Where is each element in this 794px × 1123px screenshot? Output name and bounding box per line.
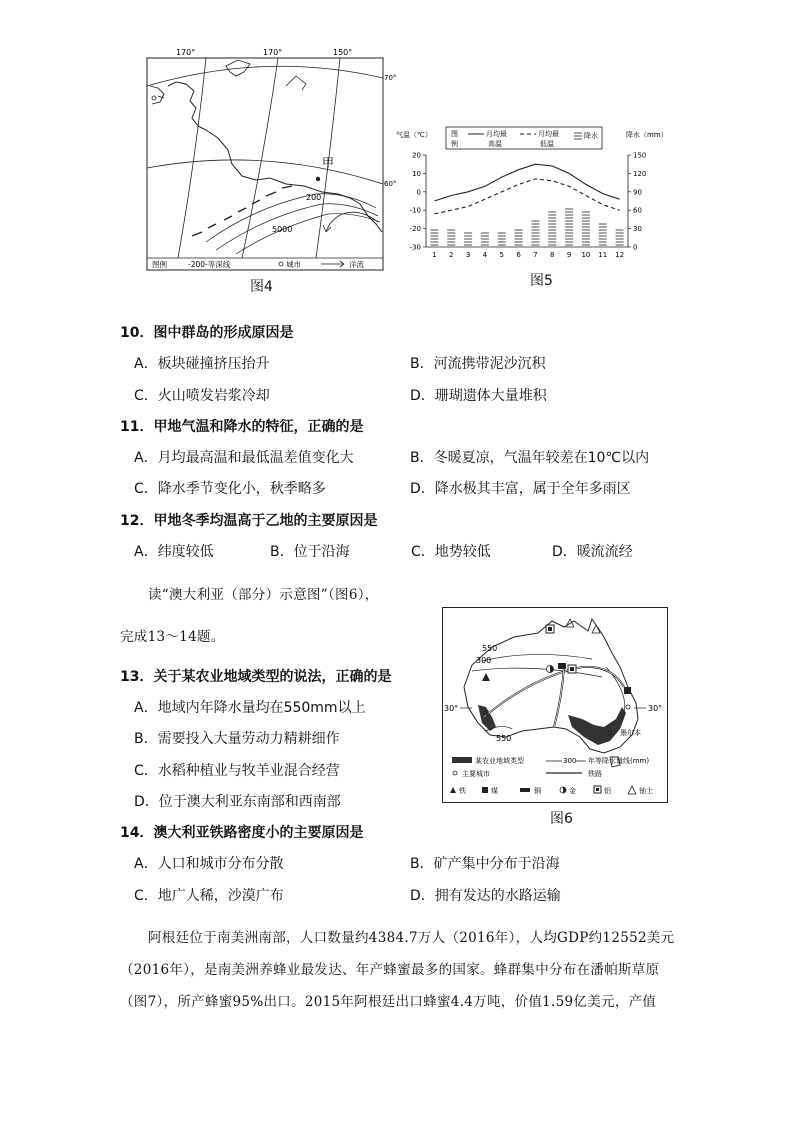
precip-bar	[531, 221, 539, 245]
precip-bar	[599, 224, 607, 245]
legend-iron-symbol	[450, 787, 456, 793]
legend-agri-symbol	[452, 757, 472, 763]
x-tick-label: 10	[581, 251, 591, 259]
legend-coal-symbol	[482, 787, 488, 793]
passage-line-2: （2016年），是南美洲养蜂业最发达、年产蜂蜜最多的国家。蜂群集中分布在潘帕斯草原	[120, 962, 660, 978]
lon-label-1: 170°	[176, 48, 196, 57]
alaska-map-svg	[146, 46, 397, 272]
place-jia: 甲	[322, 156, 335, 170]
legend-uranium-symbol	[628, 786, 636, 794]
left-axis-label: 气温（℃）	[396, 131, 432, 139]
precip-bar	[481, 233, 489, 245]
q12-option-c[interactable]: C．地势较低	[411, 544, 491, 560]
x-tick-label: 2	[449, 251, 454, 259]
legend-rail: 铁路	[588, 770, 602, 778]
legend-isohyet-desc: 年等降水量线(mm)	[588, 757, 650, 765]
q12-option-a[interactable]: A．纬度较低	[134, 544, 214, 560]
q13-option-a[interactable]: A．地域内年降水量均在550mm以上	[134, 700, 366, 716]
left-tick-label: 20	[412, 151, 421, 160]
x-tick-label: 7	[533, 251, 538, 259]
q12-stem: 12．甲地冬季均温高于乙地的主要原因是	[120, 513, 378, 529]
left-tick-label: -30	[409, 243, 421, 252]
q10-option-a[interactable]: A．板块碰撞挤压抬升	[134, 356, 270, 372]
right-tick-label: 120	[633, 169, 647, 178]
contour-line	[236, 214, 380, 254]
q11-option-a[interactable]: A．月均最高温和最低温差值变化大	[134, 450, 354, 466]
right-tick-label: 90	[633, 188, 642, 197]
legend-low-top: 月均最	[538, 130, 559, 138]
precip-bar	[447, 230, 455, 245]
contour-line	[206, 194, 376, 242]
x-tick-label: 9	[566, 251, 572, 259]
figure-4-caption: 图4	[250, 279, 273, 295]
legend-isohyet-value: 300	[563, 757, 577, 765]
isohyet-label-550-north: 550	[482, 644, 498, 653]
q12-option-d[interactable]: D．暖流流经	[552, 544, 633, 560]
legend-iron: 铁	[459, 787, 466, 795]
city-symbol	[626, 705, 630, 709]
right-tick-label: 60	[633, 206, 642, 215]
left-tick-label: 10	[412, 169, 421, 178]
x-tick-label: 5	[499, 251, 504, 259]
lat-label-60: 60°	[384, 180, 397, 188]
city-jia-symbol	[316, 177, 320, 181]
high-temp-line	[434, 164, 619, 201]
mineral-iron-icon	[482, 673, 490, 681]
q11-option-d[interactable]: D．降水极其丰富，属于全年多雨区	[410, 481, 631, 497]
lat-label-70: 70°	[384, 74, 397, 82]
city-symbol	[152, 96, 156, 100]
mineral-coal-icon	[624, 687, 631, 694]
q13-option-d[interactable]: D．位于澳大利亚东南部和西南部	[134, 794, 341, 810]
mineral-copper-icon	[558, 663, 566, 669]
figure-6-caption: 图6	[550, 811, 573, 827]
chart-legend-box	[446, 127, 602, 149]
q14-stem: 14．澳大利亚铁路密度小的主要原因是	[120, 825, 364, 841]
current-arrow	[326, 212, 378, 232]
x-tick-label: 1	[432, 251, 437, 259]
legend-uranium: 铀土	[639, 787, 653, 795]
legend-coal: 煤	[491, 787, 498, 795]
q14-option-a[interactable]: A．人口和城市分布分散	[134, 856, 284, 872]
legend-copper-symbol	[520, 788, 530, 792]
lat-label-30-west: 30°	[444, 704, 459, 713]
legend-agri: 某农业地域类型	[475, 757, 524, 765]
x-tick-label: 6	[516, 251, 521, 259]
q11-option-b[interactable]: B．冬暖夏凉，气温年较差在10℃以内	[410, 450, 650, 466]
isohyet-line	[482, 654, 592, 661]
passage-line-1: 阿根廷位于南美洲南部，人口数量约4384.7万人（2016年），人均GDP约12552美元	[148, 930, 675, 946]
precip-bar	[430, 230, 438, 245]
coastline-siberia	[150, 86, 164, 104]
legend-bauxite-inner	[596, 788, 599, 791]
contour-label-5000: 5000	[272, 225, 293, 234]
legend-city: 城市	[286, 260, 301, 269]
q11-stem: 11．甲地气温和降水的特征，正确的是	[120, 419, 364, 435]
legend-low-bottom: 低温	[540, 140, 554, 148]
left-tick-label: -10	[409, 206, 421, 215]
legend-bauxite: 铝	[604, 787, 611, 795]
x-tick-label: 12	[615, 251, 625, 259]
right-tick-label: 30	[633, 225, 642, 234]
passage-line-3: （图7），所产蜂蜜95%出口。2015年阿根廷出口蜂蜜4.4万吨，价值1.59亿美元，产值	[120, 994, 657, 1010]
agri-region-southeast	[568, 707, 626, 745]
legend-copper: 铜	[534, 787, 541, 795]
legend-high-bottom: 高温	[488, 140, 502, 148]
precip-bar	[464, 233, 472, 245]
precip-bar	[548, 212, 556, 245]
lon-label-3: 150°	[333, 48, 353, 57]
climate-chart-svg	[396, 125, 666, 263]
low-temp-line	[434, 179, 619, 214]
place-melbourne: 墨尔本	[620, 729, 641, 737]
contour-label-200: 200	[306, 193, 322, 202]
q10-option-c[interactable]: C．火山喷发岩浆冷却	[134, 388, 270, 404]
precip-bar	[582, 212, 590, 245]
legend-contour: -200-等深线	[188, 260, 231, 269]
right-tick-label: 0	[633, 243, 638, 252]
lat-label-30-east: 30°	[648, 704, 663, 713]
x-tick-label: 11	[598, 251, 608, 259]
meridian-line	[178, 58, 206, 258]
x-tick-label: 4	[482, 251, 488, 259]
parallel-line	[147, 160, 383, 184]
legend-gold: 金	[569, 787, 576, 795]
figure-5-chart	[396, 125, 666, 263]
q12-option-b[interactable]: B．位于沿海	[270, 544, 350, 560]
q14-option-c[interactable]: C．地广人稀，沙漠广布	[134, 888, 284, 904]
legend-prefix: 图例	[152, 260, 167, 269]
isohyet-label-300: 300	[476, 656, 492, 665]
lon-label-2: 170°	[263, 48, 283, 57]
mineral-uranium-inner	[548, 627, 552, 631]
intro-13-14-line1: 读“澳大利亚（部分）示意图”（图6），	[148, 587, 379, 603]
legend-city-symbol	[453, 771, 457, 775]
q13-option-c[interactable]: C．水稻种植业与牧羊业混合经营	[134, 763, 340, 779]
figure-4-map	[146, 46, 397, 272]
q10-option-d[interactable]: D．珊瑚遗体大量堆积	[410, 388, 547, 404]
x-tick-label: 8	[550, 251, 555, 259]
legend-high-top: 月均最	[486, 130, 507, 138]
intro-13-14-line2: 完成13～14题。	[120, 629, 225, 645]
right-tick-label: 150	[633, 151, 647, 160]
legend-city: 主要城市	[462, 770, 490, 778]
q14-option-d[interactable]: D．拥有发达的水路运输	[410, 888, 561, 904]
isohyet-line	[472, 668, 602, 677]
legend-precip: 降水	[584, 132, 598, 140]
q13-option-b[interactable]: B．需要投入大量劳动力精耕细作	[134, 731, 340, 747]
isohyet-label-550-south: 550	[496, 734, 512, 743]
q10-stem: 10．图中群岛的形成原因是	[120, 325, 294, 341]
precip-bar	[565, 209, 573, 245]
legend-current: 洋流	[349, 260, 364, 269]
figure-5-caption: 图5	[530, 273, 553, 289]
legend-prefix-top: 图	[451, 130, 458, 138]
precip-bar	[515, 230, 523, 245]
q11-option-c[interactable]: C．降水季节变化小，秋季略多	[134, 481, 326, 497]
figure-6-map	[442, 607, 668, 803]
left-tick-label: -20	[409, 225, 421, 234]
railway-line	[554, 667, 564, 727]
legend-city-symbol	[279, 262, 283, 266]
precip-bar	[498, 233, 506, 245]
q14-option-b[interactable]: B．矿产集中分布于沿海	[410, 856, 560, 872]
mineral-uranium-inner	[570, 667, 574, 671]
map-frame	[147, 58, 383, 270]
q10-option-b[interactable]: B．河流携带泥沙沉积	[410, 356, 546, 372]
left-tick-label: 0	[416, 188, 421, 197]
precip-bar	[616, 230, 624, 245]
q13-stem: 13．关于某农业地域类型的说法，正确的是	[120, 669, 392, 685]
legend-prefix-bottom: 例	[451, 140, 458, 148]
right-axis-label: 降水（mm）	[626, 131, 668, 139]
coast-segment	[286, 76, 306, 90]
australia-map-svg	[442, 607, 668, 803]
x-tick-label: 3	[465, 251, 471, 259]
railway-line	[484, 667, 624, 717]
coastline-alaska	[168, 82, 382, 232]
